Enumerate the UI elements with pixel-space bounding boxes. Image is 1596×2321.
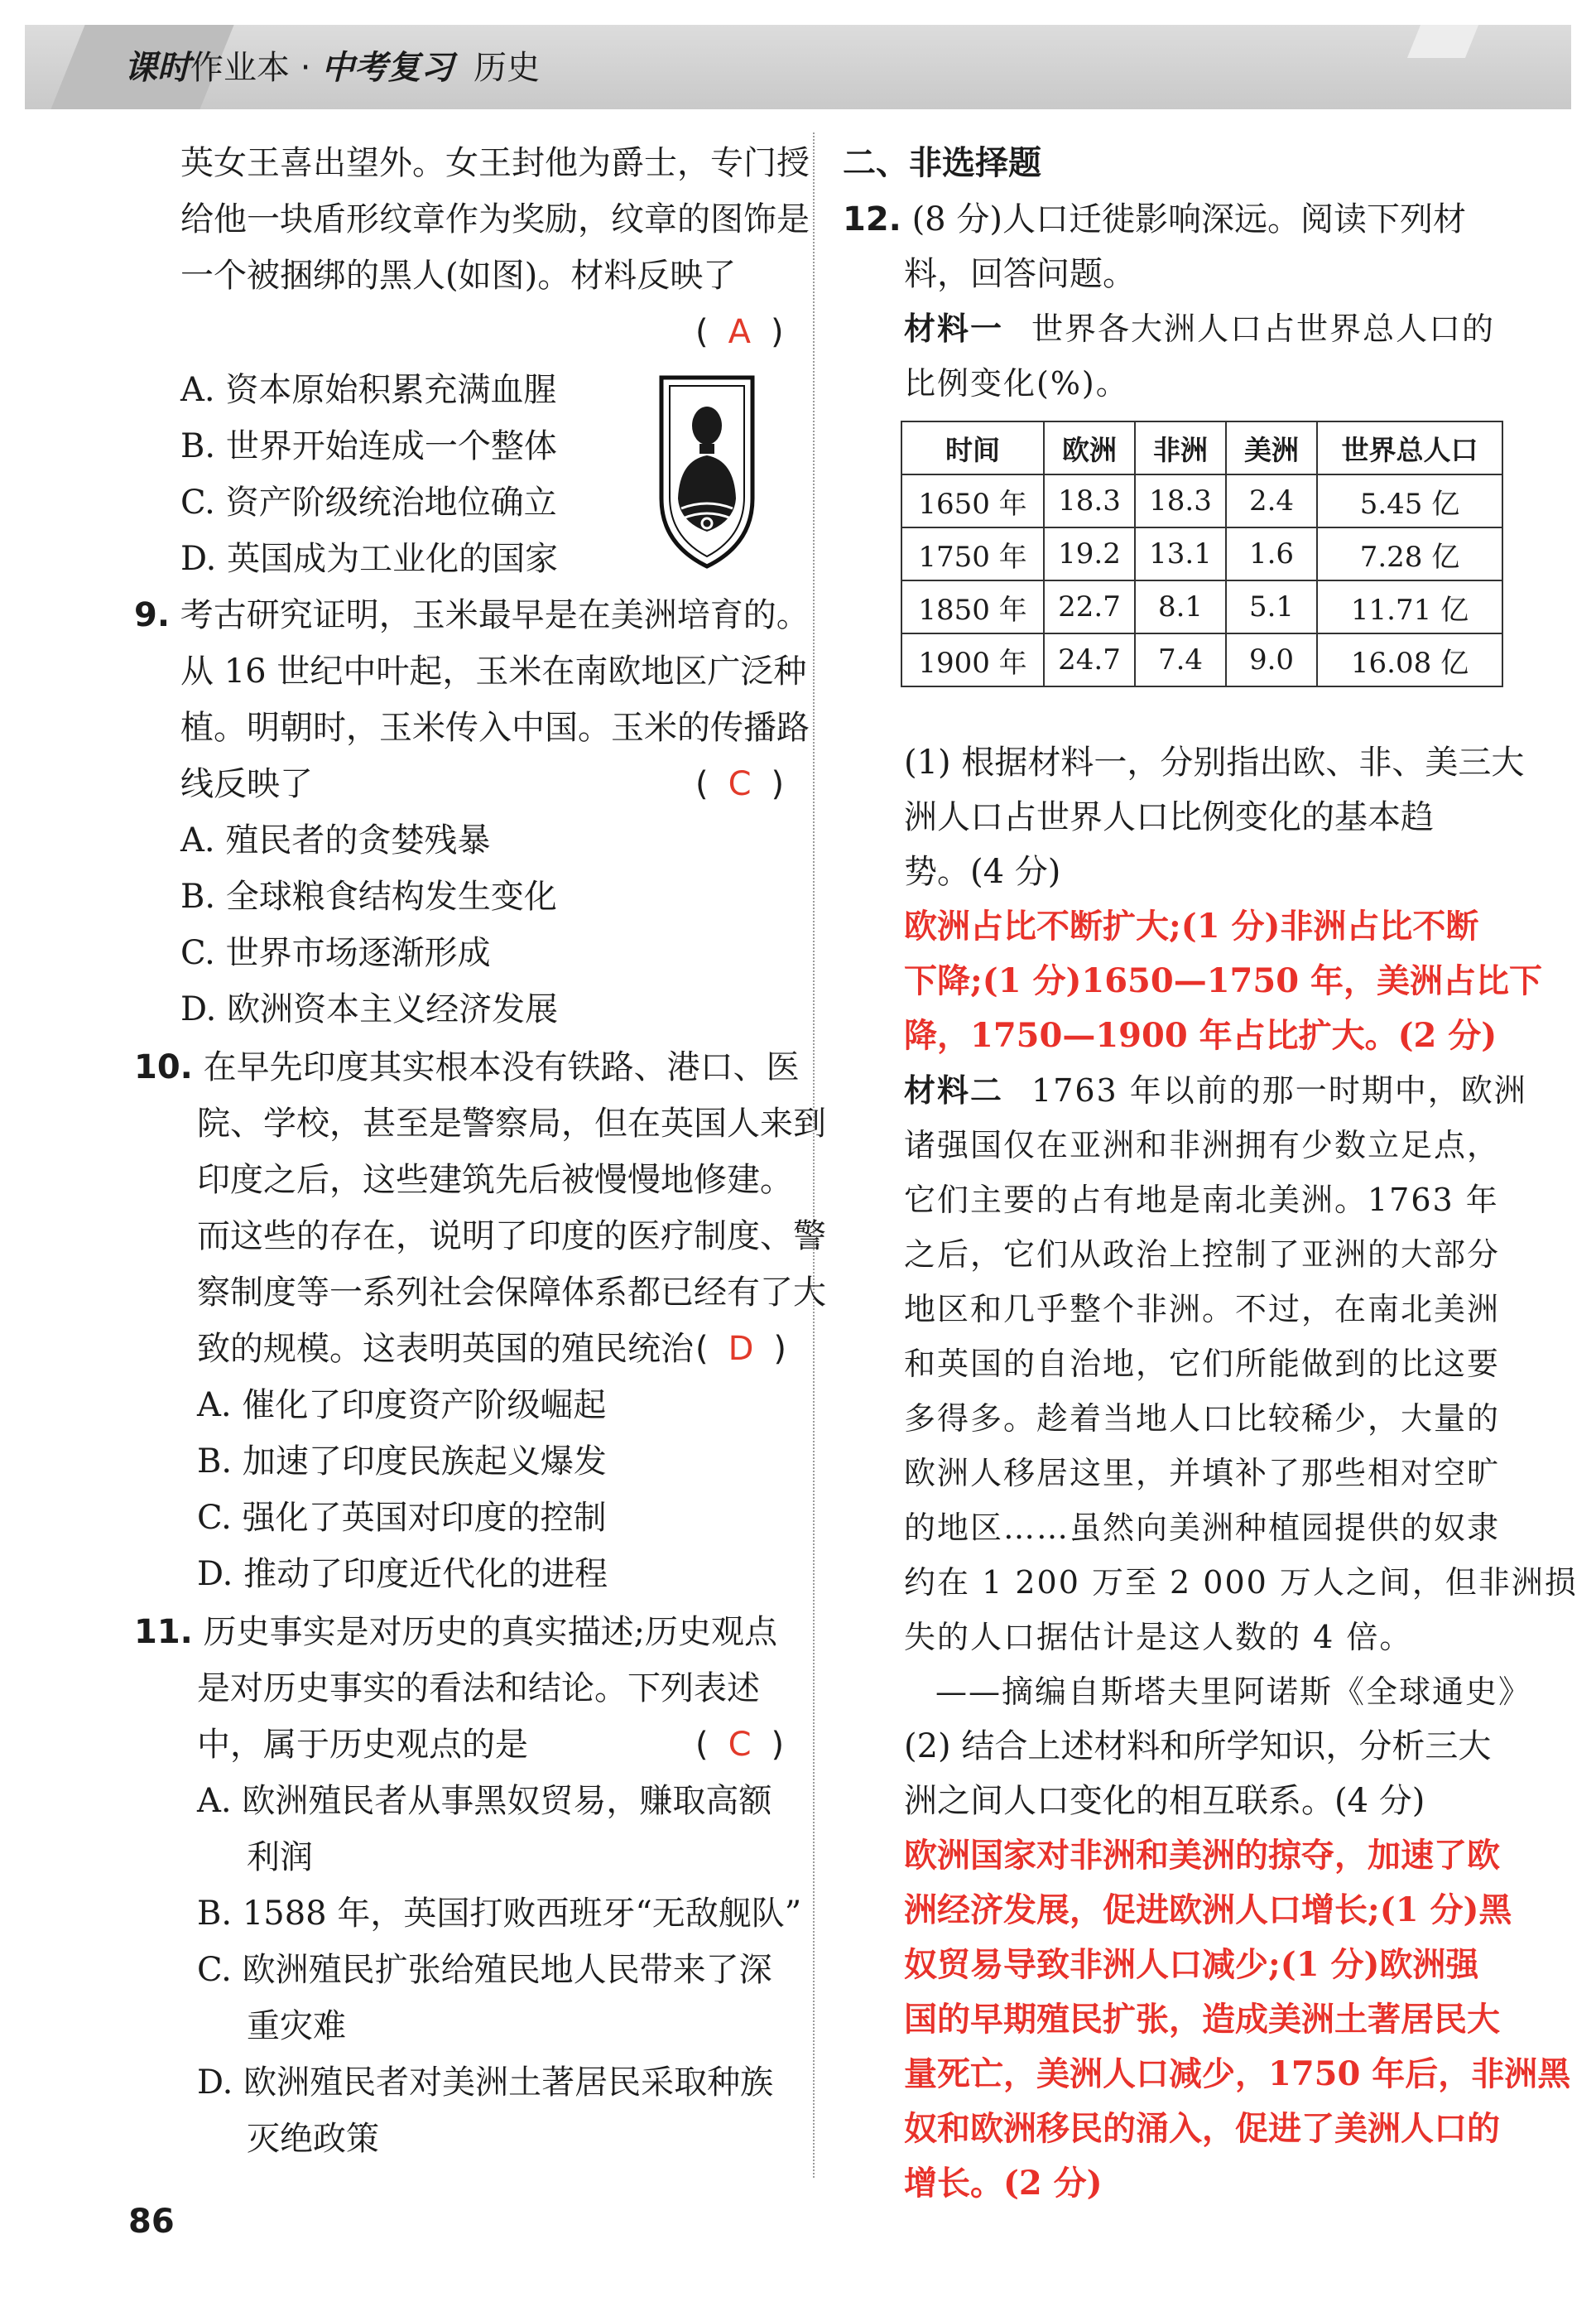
q9-line: [134, 595, 810, 636]
q10-line: 院、学校，甚至是警察局，但在英国人来到: [197, 1105, 826, 1143]
q8-option: C. 资产阶级统治地位确立: [180, 484, 557, 522]
q11-text: 历史事实是对历史的真实描述;历史观点: [203, 1613, 778, 1651]
table-cell: 1650 年: [901, 474, 1044, 527]
q10-line: 印度之后，这些建筑先后被慢慢地修建。: [197, 1161, 793, 1199]
material-one-intro: [904, 308, 1495, 349]
answer-1-line: 欧洲占比不断扩大;(1 分)非洲占比不断: [904, 907, 1479, 946]
answer-1-line: 下降;(1 分)1650—1750 年，美洲占比下: [904, 961, 1542, 1000]
answer-letter: D: [728, 1330, 754, 1368]
sub-question-2: 洲之间人口变化的相互联系。(4 分): [904, 1782, 1425, 1820]
material-source: ——摘编自斯塔夫里阿诺斯《全球通史》: [935, 1673, 1532, 1710]
q10-option: D. 推动了印度近代化的进程: [197, 1555, 608, 1593]
material-two-line: 诸强国仅在亚洲和非洲拥有少数立足点，: [904, 1127, 1501, 1163]
table-cell: 1.6: [1226, 527, 1317, 580]
q8-line: 给他一块盾形纹章作为奖励，纹章的图饰是: [180, 200, 810, 238]
q9-option: D. 欧洲资本主义经济发展: [180, 990, 559, 1028]
answer-letter: C: [728, 1726, 752, 1764]
table-cell: 8.1: [1135, 580, 1226, 633]
sub-question-1: 洲人口占世界人口比例变化的基本趋: [904, 798, 1434, 836]
table-cell: 1850 年: [901, 580, 1044, 633]
q11-option: A. 欧洲殖民者从事黑奴贸易，赚取高额: [197, 1782, 772, 1820]
table-header-cell: 欧洲: [1044, 421, 1135, 474]
answer-2-line: 奴贸易导致非洲人口减少;(1 分)欧洲强: [904, 1945, 1479, 1984]
table-row: [901, 580, 1502, 633]
table-cell: 5.45 亿: [1317, 474, 1502, 527]
table-row: [901, 527, 1502, 580]
q11-option: C. 欧洲殖民扩张给殖民地人民带来了深: [197, 1951, 772, 1989]
q10-answer: [695, 1328, 786, 1370]
table-header-cell: 时间: [901, 421, 1044, 474]
q9-option: A. 殖民者的贪婪残暴: [180, 821, 491, 860]
table-cell: 1750 年: [901, 527, 1044, 580]
paren-open: (: [695, 1726, 709, 1764]
q8-line: 英女王喜出望外。女王封他为爵士，专门授: [180, 144, 810, 182]
table-cell: 7.4: [1135, 633, 1226, 686]
column-divider: [813, 132, 815, 2178]
q11-option-cont: 利润: [247, 1838, 313, 1876]
table-cell: 9.0: [1226, 633, 1317, 686]
answer-1-line: 降，1750—1900 年占比扩大。(2 分): [904, 1016, 1497, 1055]
q10-line: 察制度等一系列社会保障体系都已经有了大: [197, 1274, 826, 1312]
q11-option: D. 欧洲殖民者对美洲土著居民采取种族: [197, 2063, 774, 2102]
q8-option: B. 世界开始连成一个整体: [180, 427, 557, 465]
sub-question-1: 势。(4 分): [904, 853, 1061, 891]
answer-2-line: 国的早期殖民扩张，造成美洲土著居民大: [904, 2000, 1500, 2039]
q11-option: B. 1588 年，英国打败西班牙“无敌舰队”: [197, 1895, 802, 1933]
material-two-line: 失的人口据估计是这人数的 4 倍。: [904, 1619, 1413, 1655]
table-row: [901, 633, 1502, 686]
table-header-cell: 美洲: [1226, 421, 1317, 474]
q12-text: (8 分)人口迁徙影响深远。阅读下列材: [911, 200, 1466, 238]
shield-emblem-image: [658, 374, 756, 570]
q10-line: 而这些的存在，说明了印度的医疗制度、警: [197, 1217, 826, 1255]
q11-line: [134, 1611, 777, 1653]
q11-answer: [695, 1724, 784, 1765]
table-header-cell: 非洲: [1135, 421, 1226, 474]
paren-open: (: [695, 1330, 709, 1368]
q8-option: A. 资本原始积累充满血腥: [180, 371, 557, 409]
q9-answer: [695, 763, 784, 805]
material-two-line: 地区和几乎整个非洲。不过，在南北美洲: [904, 1291, 1501, 1327]
q10-line: [134, 1047, 800, 1088]
sub-question-1: (1) 根据材料一，分别指出欧、非、美三大: [904, 744, 1525, 782]
table-cell: 11.71 亿: [1317, 580, 1502, 633]
paren-open: (: [695, 313, 709, 351]
table-cell: 18.3: [1135, 474, 1226, 527]
q9-line: 从 16 世纪中叶起，玉米在南欧地区广泛种: [180, 652, 807, 691]
table-cell: 22.7: [1044, 580, 1135, 633]
table-cell: 24.7: [1044, 633, 1135, 686]
q11-line: 是对历史事实的看法和结论。下列表述: [197, 1669, 760, 1707]
paren-close: ): [771, 1726, 785, 1764]
table-cell: 5.1: [1226, 580, 1317, 633]
material-two-line: 和英国的自治地，它们所能做到的比这要: [904, 1346, 1501, 1382]
table-cell: 18.3: [1044, 474, 1135, 527]
material-two-line: 的地区……虽然向美洲种植园提供的奴隶: [904, 1510, 1501, 1546]
q10-option: A. 催化了印度资产阶级崛起: [197, 1386, 607, 1424]
q11-option-cont: 灭绝政策: [247, 2120, 379, 2158]
paren-close: ): [771, 765, 785, 803]
page-header: [25, 25, 1571, 109]
material-text: 世界各大洲人口占世界总人口的: [1031, 311, 1496, 347]
q10-option: C. 强化了英国对印度的控制: [197, 1499, 607, 1537]
answer-2-line: 量死亡，美洲人口减少，1750 年后，非洲黑: [904, 2054, 1571, 2093]
q9-option: B. 全球粮食结构发生变化: [180, 878, 557, 916]
section-heading: 二、非选择题: [843, 144, 1041, 182]
q11-line: 中，属于历史观点的是: [197, 1726, 528, 1764]
material-one-line: 比例变化(%)。: [904, 365, 1129, 402]
header-series: 中考复习: [321, 49, 454, 87]
table-header-row: [901, 421, 1502, 474]
material-two-line: 约在 1 200 万至 2 000 万人之间，但非洲损: [904, 1564, 1578, 1601]
q10-option: B. 加速了印度民族起义爆发: [197, 1442, 607, 1481]
q8-line: 一个被捆绑的黑人(如图)。材料反映了: [180, 257, 737, 295]
answer-2-line: 增长。(2 分): [904, 2164, 1103, 2203]
table-header-cell: 世界总人口: [1317, 421, 1502, 474]
q9-line: 植。明朝时，玉米传入中国。玉米的传播路: [180, 709, 810, 747]
q8-answer: [695, 311, 784, 353]
q10-text: 在早先印度其实根本没有铁路、港口、医: [203, 1048, 800, 1086]
question-number: 10.: [134, 1048, 193, 1086]
question-number: 11.: [134, 1613, 193, 1651]
q11-option-cont: 重灾难: [247, 2007, 346, 2045]
material-two-line: 多得多。趁着当地人口比较稀少，大量的: [904, 1400, 1501, 1437]
material-two-line: 欧洲人移居这里，并填补了那些相对空旷: [904, 1455, 1501, 1491]
population-table: [901, 421, 1503, 687]
question-number: 12.: [843, 200, 901, 238]
table-row: [901, 474, 1502, 527]
answer-2-line: 奴和欧洲移民的涌入，促进了美洲人口的: [904, 2109, 1500, 2148]
paren-close: ): [773, 1330, 787, 1368]
paren-close: ): [770, 313, 784, 351]
header-subject: 历史: [474, 49, 541, 87]
material-two-intro: [904, 1070, 1527, 1111]
q8-option: D. 英国成为工业化的国家: [180, 540, 559, 578]
answer-2-line: 洲经济发展，促进欧洲人口增长;(1 分)黑: [904, 1890, 1512, 1929]
table-cell: 7.28 亿: [1317, 527, 1502, 580]
header-corner-decoration: [1407, 25, 1478, 58]
material-two-line: 之后，它们从政治上控制了亚洲的大部分: [904, 1236, 1501, 1273]
material-label: 材料一: [904, 311, 1004, 347]
q9-line: 线反映了: [180, 765, 313, 803]
q10-line: 致的规模。这表明英国的殖民统治: [197, 1330, 694, 1368]
question-number: 9.: [134, 596, 171, 634]
q12-line: 料，回答问题。: [904, 255, 1136, 293]
q9-option: C. 世界市场逐渐形成: [180, 934, 491, 972]
q12-line: [843, 199, 1466, 240]
paren-open: (: [695, 765, 709, 803]
sub-question-2: (2) 结合上述材料和所学知识，分析三大: [904, 1727, 1492, 1765]
page-number: 86: [128, 2203, 175, 2241]
table-cell: 16.08 亿: [1317, 633, 1502, 686]
table-cell: 2.4: [1226, 474, 1317, 527]
table-cell: 19.2: [1044, 527, 1135, 580]
answer-2-line: 欧洲国家对非洲和美洲的掠夺，加速了欧: [904, 1836, 1500, 1875]
material-two-line: 它们主要的占有地是南北美洲。1763 年: [904, 1182, 1499, 1218]
header-brand: 课时: [124, 49, 190, 87]
header-title: [124, 41, 540, 89]
material-text: 1763 年以前的那一时期中，欧洲: [1031, 1072, 1527, 1109]
q9-text: 考古研究证明，玉米最早是在美洲培育的。: [180, 596, 810, 634]
material-label: 材料二: [904, 1072, 1004, 1109]
answer-letter: A: [728, 313, 751, 351]
table-cell: 13.1: [1135, 527, 1226, 580]
table-cell: 1900 年: [901, 633, 1044, 686]
answer-letter: C: [728, 765, 752, 803]
header-book: 作业本 ·: [190, 49, 322, 87]
